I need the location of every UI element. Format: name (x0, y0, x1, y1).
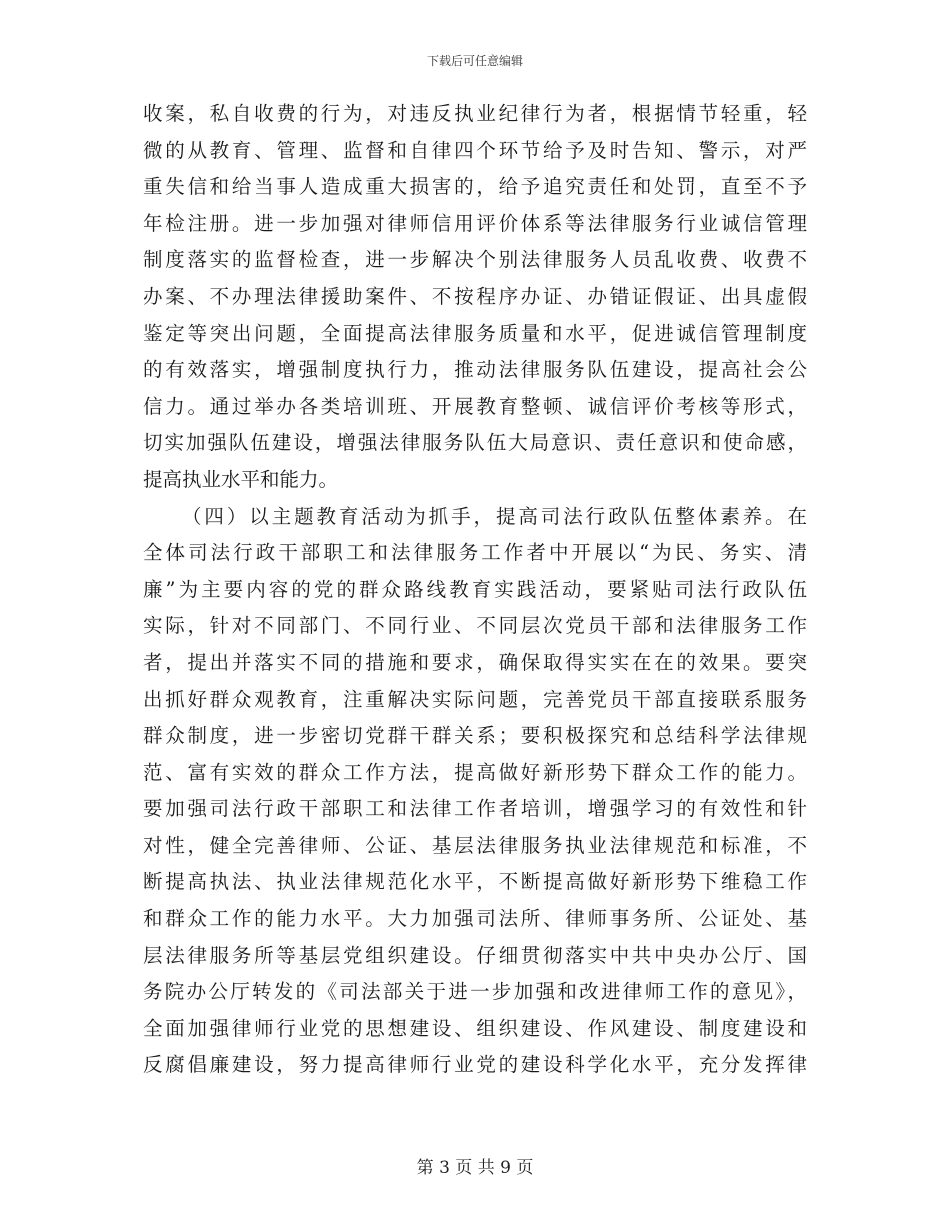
body-line: 微的从教育、管理、监督和自律四个环节给予及时告知、警示，对严 (143, 138, 807, 162)
body-line: 重失信和给当事人造成重大损害的，给予追究责任和处罚，直至不予 (143, 175, 807, 199)
body-line: 反腐倡廉建设，努力提高律师行业党的建设科学化水平，充分发挥律 (143, 1053, 807, 1077)
page-header: 下载后可任意编辑 (426, 54, 523, 68)
body-line: 办案、不办理法律援助案件、不按程序办证、办错证假证、出具虚假 (143, 284, 807, 308)
body-line: 收案，私自收费的行为，对违反执业纪律行为者，根据情节轻重，轻 (143, 102, 807, 125)
body-line: 全面加强律师行业党的思想建设、组织建设、作风建设、制度建设和 (143, 1016, 807, 1040)
body-line: 群众制度，进一步密切党群干群关系；要积极探究和总结科学法律规 (143, 724, 807, 748)
body-line: 要加强司法行政干部职工和法律工作者培训，增强学习的有效性和针 (143, 797, 807, 821)
body-line: 年检注册。进一步加强对律师信用评价体系等法律服务行业诚信管理 (143, 211, 807, 235)
body-line: 层法律服务所等基层党组织建设。仔细贯彻落实中共中央办公厅、国 (143, 943, 807, 967)
body-line: 切实加强队伍建设，增强法律服务队伍大局意识、责任意识和使命感， (143, 431, 807, 455)
body-line: 提高执业水平和能力。 (143, 467, 339, 491)
body-line: 全体司法行政干部职工和法律服务工作者中开展以“为民、务实、清 (143, 541, 807, 565)
body-line: 务院办公厅转发的《司法部关于进一步加强和改进律师工作的意见》， (143, 980, 807, 1004)
body-line: 鉴定等突出问题，全面提高法律服务质量和水平，促进诚信管理制度 (143, 321, 807, 345)
section-heading-line: （四）以主题教育活动为抓手，提高司法行政队伍整体素养。在 (182, 504, 807, 528)
body-line: 出抓好群众观教育，注重解决实际问题，完善党员干部直接联系服务 (143, 687, 807, 711)
body-line: 范、富有实效的群众工作方法，提高做好新形势下群众工作的能力。 (143, 760, 807, 784)
body-line: 断提高执法、执业法律规范化水平，不断提高做好新形势下维稳工作 (143, 870, 807, 894)
document-body (143, 96, 807, 1084)
body-line: 的有效落实，增强制度执行力，推动法律服务队伍建设，提高社会公 (143, 358, 807, 382)
body-line: 信力。通过举办各类培训班、开展教育整顿、诚信评价考核等形式， (143, 394, 807, 418)
body-line: 实际，针对不同部门、不同行业、不同层次党员干部和法律服务工作 (143, 614, 807, 638)
body-line: 制度落实的监督检查，进一步解决个别法律服务人员乱收费、收费不 (143, 248, 807, 272)
body-line: 和群众工作的能力水平。大力加强司法所、律师事务所、公证处、基 (143, 907, 807, 931)
page-number-footer: 第 3 页 共 9 页 (416, 1158, 534, 1178)
body-line: 者，提出并落实不同的措施和要求，确保取得实实在在的效果。要突 (143, 650, 807, 674)
body-line: 对性，健全完善律师、公证、基层法律服务执业法律规范和标准，不 (143, 833, 807, 857)
body-line: 廉”为主要内容的党的群众路线教育实践活动，要紧贴司法行政队伍 (143, 577, 807, 601)
